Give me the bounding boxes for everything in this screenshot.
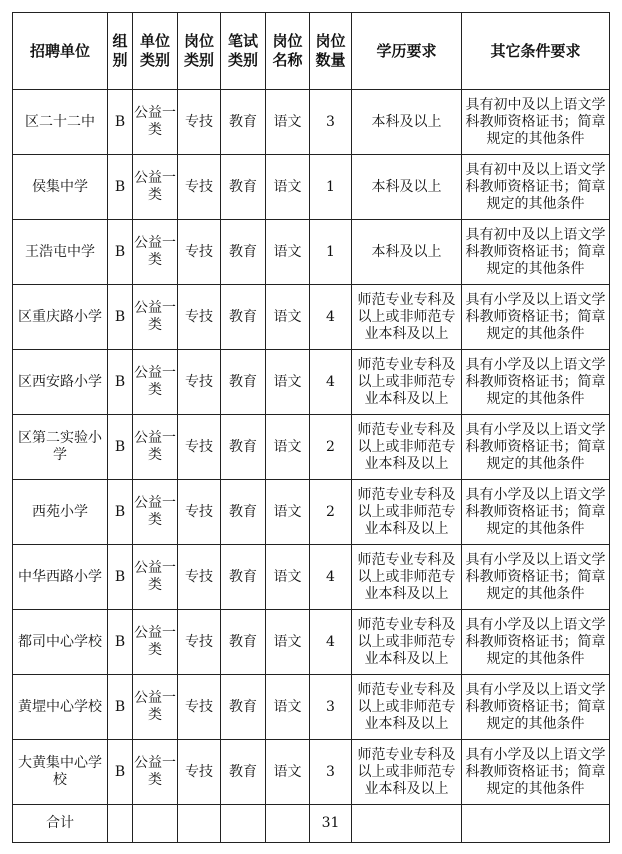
post-type-cell: 专技 <box>178 415 221 480</box>
unit-type-cell: 公益一类 <box>133 480 178 545</box>
unit-cell: 黄堽中心学校 <box>13 675 108 740</box>
unit-type-cell: 公益一类 <box>133 155 178 220</box>
unit-cell: 大黄集中心学校 <box>13 740 108 805</box>
group-cell: B <box>108 610 133 675</box>
header-exam-type: 笔试类别 <box>221 13 266 90</box>
post-type-cell: 专技 <box>178 350 221 415</box>
group-cell: B <box>108 740 133 805</box>
table-row <box>13 155 610 220</box>
table-row <box>13 350 610 415</box>
table-row <box>13 545 610 610</box>
post-type-cell: 专技 <box>178 155 221 220</box>
post-type-cell: 专技 <box>178 90 221 155</box>
unit-cell: 都司中心学校 <box>13 610 108 675</box>
other-condition-cell: 具有小学及以上语文学科教师资格证书；简章规定的其他条件 <box>462 480 610 545</box>
other-condition-cell: 具有初中及以上语文学科教师资格证书；简章规定的其他条件 <box>462 90 610 155</box>
post-name-cell: 语文 <box>266 220 310 285</box>
post-name-cell: 语文 <box>266 350 310 415</box>
exam-type-cell: 教育 <box>221 610 266 675</box>
count-cell: 3 <box>310 90 352 155</box>
count-cell: 2 <box>310 480 352 545</box>
unit-cell: 侯集中学 <box>13 155 108 220</box>
count-cell: 4 <box>310 610 352 675</box>
unit-cell: 区第二实验小学 <box>13 415 108 480</box>
group-cell: B <box>108 480 133 545</box>
group-cell: B <box>108 220 133 285</box>
table-row <box>13 610 610 675</box>
education-cell: 本科及以上 <box>352 90 462 155</box>
exam-type-cell: 教育 <box>221 155 266 220</box>
post-name-cell: 语文 <box>266 90 310 155</box>
count-cell: 2 <box>310 415 352 480</box>
post-type-cell: 专技 <box>178 610 221 675</box>
group-cell: B <box>108 90 133 155</box>
exam-type-cell: 教育 <box>221 740 266 805</box>
unit-type-cell: 公益一类 <box>133 675 178 740</box>
unit-type-cell: 公益一类 <box>133 220 178 285</box>
education-cell: 师范专业专科及以上或非师范专业本科及以上 <box>352 610 462 675</box>
table-row <box>13 675 610 740</box>
post-type-cell: 专技 <box>178 480 221 545</box>
header-row <box>13 13 610 90</box>
education-cell: 师范专业专科及以上或非师范专业本科及以上 <box>352 285 462 350</box>
table-row <box>13 740 610 805</box>
total-empty-cell <box>178 805 221 843</box>
other-condition-cell: 具有初中及以上语文学科教师资格证书；简章规定的其他条件 <box>462 220 610 285</box>
exam-type-cell: 教育 <box>221 220 266 285</box>
total-empty-cell <box>133 805 178 843</box>
header-unit: 招聘单位 <box>13 13 108 90</box>
post-type-cell: 专技 <box>178 675 221 740</box>
post-type-cell: 专技 <box>178 545 221 610</box>
post-name-cell: 语文 <box>266 740 310 805</box>
post-name-cell: 语文 <box>266 155 310 220</box>
header-group: 组别 <box>108 13 133 90</box>
other-condition-cell: 具有小学及以上语文学科教师资格证书；简章规定的其他条件 <box>462 740 610 805</box>
header-post-name: 岗位名称 <box>266 13 310 90</box>
post-name-cell: 语文 <box>266 415 310 480</box>
other-condition-cell: 具有小学及以上语文学科教师资格证书；简章规定的其他条件 <box>462 545 610 610</box>
count-cell: 3 <box>310 740 352 805</box>
education-cell: 师范专业专科及以上或非师范专业本科及以上 <box>352 545 462 610</box>
exam-type-cell: 教育 <box>221 90 266 155</box>
unit-type-cell: 公益一类 <box>133 350 178 415</box>
header-unit-type: 单位类别 <box>133 13 178 90</box>
total-row <box>13 805 610 843</box>
table-row <box>13 480 610 545</box>
table-row <box>13 285 610 350</box>
total-label: 合计 <box>13 805 108 843</box>
unit-cell: 区西安路小学 <box>13 350 108 415</box>
count-cell: 1 <box>310 220 352 285</box>
count-cell: 4 <box>310 545 352 610</box>
recruitment-table <box>12 12 610 843</box>
education-cell: 本科及以上 <box>352 155 462 220</box>
post-type-cell: 专技 <box>178 220 221 285</box>
table-row <box>13 415 610 480</box>
exam-type-cell: 教育 <box>221 350 266 415</box>
count-cell: 4 <box>310 285 352 350</box>
unit-cell: 中华西路小学 <box>13 545 108 610</box>
group-cell: B <box>108 415 133 480</box>
total-count: 31 <box>310 805 352 843</box>
post-name-cell: 语文 <box>266 480 310 545</box>
group-cell: B <box>108 285 133 350</box>
total-empty-cell <box>352 805 462 843</box>
table-row <box>13 220 610 285</box>
post-name-cell: 语文 <box>266 545 310 610</box>
education-cell: 本科及以上 <box>352 220 462 285</box>
exam-type-cell: 教育 <box>221 675 266 740</box>
group-cell: B <box>108 155 133 220</box>
total-empty-cell <box>108 805 133 843</box>
unit-type-cell: 公益一类 <box>133 90 178 155</box>
other-condition-cell: 具有小学及以上语文学科教师资格证书；简章规定的其他条件 <box>462 675 610 740</box>
header-post-type: 岗位类别 <box>178 13 221 90</box>
total-empty-cell <box>462 805 610 843</box>
unit-cell: 王浩屯中学 <box>13 220 108 285</box>
total-empty-cell <box>266 805 310 843</box>
count-cell: 4 <box>310 350 352 415</box>
total-empty-cell <box>221 805 266 843</box>
exam-type-cell: 教育 <box>221 285 266 350</box>
exam-type-cell: 教育 <box>221 545 266 610</box>
other-condition-cell: 具有初中及以上语文学科教师资格证书；简章规定的其他条件 <box>462 155 610 220</box>
header-education: 学历要求 <box>352 13 462 90</box>
other-condition-cell: 具有小学及以上语文学科教师资格证书；简章规定的其他条件 <box>462 610 610 675</box>
education-cell: 师范专业专科及以上或非师范专业本科及以上 <box>352 740 462 805</box>
header-other: 其它条件要求 <box>462 13 610 90</box>
count-cell: 1 <box>310 155 352 220</box>
education-cell: 师范专业专科及以上或非师范专业本科及以上 <box>352 415 462 480</box>
exam-type-cell: 教育 <box>221 480 266 545</box>
table-body <box>13 90 610 805</box>
education-cell: 师范专业专科及以上或非师范专业本科及以上 <box>352 675 462 740</box>
other-condition-cell: 具有小学及以上语文学科教师资格证书；简章规定的其他条件 <box>462 350 610 415</box>
unit-cell: 西苑小学 <box>13 480 108 545</box>
post-name-cell: 语文 <box>266 675 310 740</box>
other-condition-cell: 具有小学及以上语文学科教师资格证书；简章规定的其他条件 <box>462 285 610 350</box>
post-type-cell: 专技 <box>178 740 221 805</box>
post-name-cell: 语文 <box>266 285 310 350</box>
count-cell: 3 <box>310 675 352 740</box>
exam-type-cell: 教育 <box>221 415 266 480</box>
post-type-cell: 专技 <box>178 285 221 350</box>
unit-type-cell: 公益一类 <box>133 545 178 610</box>
group-cell: B <box>108 675 133 740</box>
other-condition-cell: 具有小学及以上语文学科教师资格证书；简章规定的其他条件 <box>462 415 610 480</box>
unit-cell: 区二十二中 <box>13 90 108 155</box>
table-row <box>13 90 610 155</box>
unit-type-cell: 公益一类 <box>133 740 178 805</box>
header-count: 岗位数量 <box>310 13 352 90</box>
post-name-cell: 语文 <box>266 610 310 675</box>
unit-type-cell: 公益一类 <box>133 610 178 675</box>
group-cell: B <box>108 545 133 610</box>
unit-cell: 区重庆路小学 <box>13 285 108 350</box>
education-cell: 师范专业专科及以上或非师范专业本科及以上 <box>352 480 462 545</box>
education-cell: 师范专业专科及以上或非师范专业本科及以上 <box>352 350 462 415</box>
group-cell: B <box>108 350 133 415</box>
unit-type-cell: 公益一类 <box>133 415 178 480</box>
unit-type-cell: 公益一类 <box>133 285 178 350</box>
